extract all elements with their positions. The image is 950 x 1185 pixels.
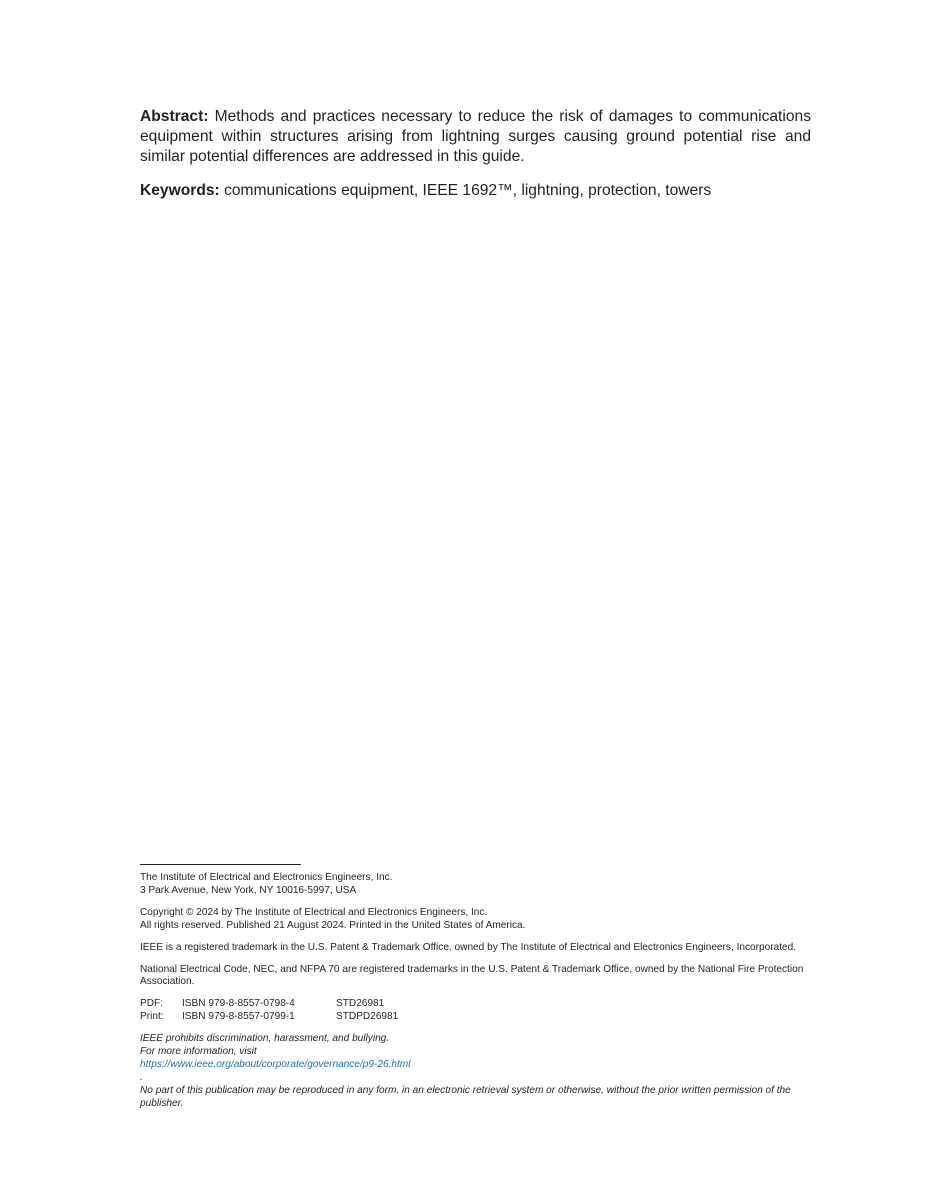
publisher-name: The Institute of Electrical and Electronics Engineers, Inc. [140, 872, 393, 883]
nfpa-trademark-notice: National Electrical Code, NEC, and NFPA 70 are registered trademarks in the U.S. Patent & Trademark Office, owned by the National Fire Protection Association. [140, 963, 804, 988]
governance-policy-link[interactable]: https://www.ieee.org/about/corporate/governance/p9-26.html [140, 1058, 411, 1070]
rights-line: All rights reserved. Published 21 August 2024. Printed in the United States of America. [140, 919, 526, 931]
ieee-trademark-notice: IEEE is a registered trademark in the U.S. Patent & Trademark Office, owned by The Institute of Electrical and Electronics Engineers, Incorporated. [140, 941, 797, 953]
isbn-table [140, 998, 398, 1024]
isbn-row-print [140, 1011, 398, 1024]
copyright-line: Copyright © 2024 by The Institute of Electrical and Electronics Engineers, Inc. [140, 906, 488, 918]
keywords-text: communications equipment, IEEE 1692™, lightning, protection, towers [219, 182, 712, 199]
abstract-section [140, 107, 811, 201]
isbn-format-label: Print: [140, 1011, 164, 1023]
keywords-label: Keywords: [140, 182, 220, 199]
publication-info [140, 872, 820, 1120]
publisher-address: 3 Park Avenue, New York, NY 10016-5997, USA [140, 884, 357, 896]
isbn-number: ISBN 979-8-8557-0799-1 [182, 1011, 295, 1023]
copyright-info [140, 907, 820, 933]
more-info-line [140, 1046, 820, 1085]
anti-harassment-statement: IEEE prohibits discrimination, harassment, and bullying. [140, 1033, 390, 1045]
keywords-paragraph [140, 181, 811, 201]
isbn-product-code: STDPD26981 [336, 1011, 399, 1023]
abstract-paragraph [140, 107, 811, 167]
isbn-number: ISBN 979-8-8557-0798-4 [182, 998, 295, 1010]
isbn-row-pdf [140, 998, 398, 1011]
publisher-info [140, 872, 820, 898]
footnote-divider [140, 864, 301, 865]
isbn-format-label: PDF: [140, 998, 163, 1010]
reproduction-notice: No part of this publication may be reproduced in any form, in an electronic retrieval system or otherwise, without the prior written permission of the publisher. [140, 1084, 791, 1109]
more-info-prefix: For more information, visit [140, 1046, 257, 1058]
abstract-label: Abstract: [140, 108, 209, 125]
more-info-suffix: . [140, 1071, 143, 1083]
legal-notice [140, 1033, 820, 1110]
abstract-text: Methods and practices necessary to reduce the risk of damages to communications equipment within structures arising from lightning surges causing ground potential rise and similar potential differences are addressed in this guide. [140, 108, 811, 165]
isbn-product-code: STD26981 [336, 998, 385, 1010]
